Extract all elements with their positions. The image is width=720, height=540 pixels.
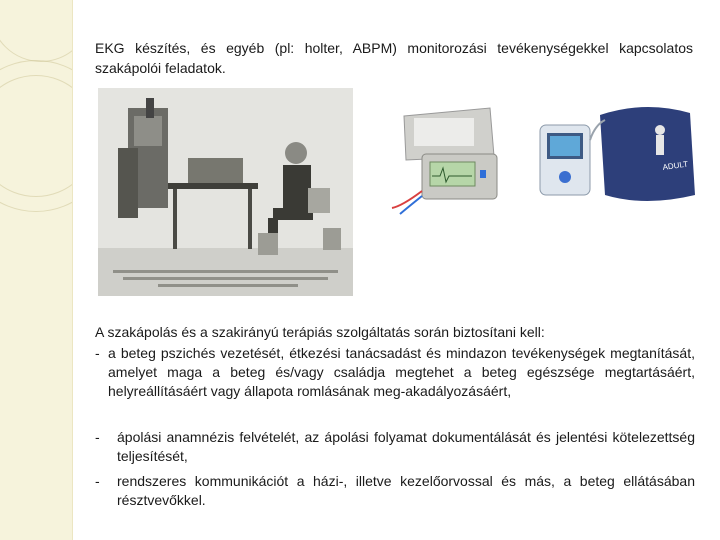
intro-text: A szakápolás és a szakirányú terápiás szolgáltatás során biztosítani kell: [95, 324, 545, 340]
bullet-marker: - [95, 473, 100, 489]
list-item-text: rendszeres kommunikációt a házi-, illetve kezelőorvossal és más, a beteg ellátásában résztvevőkkel. [117, 473, 695, 508]
bullet-marker: - [95, 345, 100, 361]
abpm-cuff-label: ADULT [662, 159, 689, 172]
list-item [95, 344, 695, 401]
list-item-text: a beteg pszichés vezetését, étkezési tanácsadást és mindazon tevékenységek megtanítását, amelyet maga a beteg és/vagy családja megtehet a beteg egészsége megtartásáért, helyreállításáért vagy állapota romlásának meg-akadályozásáért, [108, 345, 695, 399]
abpm-device-photo [535, 95, 700, 215]
decorative-circle [0, 0, 73, 62]
decorative-circle [0, 75, 73, 197]
historical-ecg-photo [98, 88, 353, 296]
bullet-marker: - [95, 429, 100, 445]
list-item [95, 472, 695, 510]
slide-title: EKG készítés, és egyéb (pl: holter, ABPM) monitorozási tevékenységekkel kapcsolatos szakápolói feladatok. [95, 40, 693, 76]
list-item [95, 428, 695, 466]
list-item-text: ápolási anamnézis felvételét, az ápolási folyamat dokumentálását és jelentési kötelezettség teljesítését, [117, 429, 695, 464]
holter-monitor-photo [382, 96, 510, 218]
decorative-sidebar [0, 0, 73, 540]
